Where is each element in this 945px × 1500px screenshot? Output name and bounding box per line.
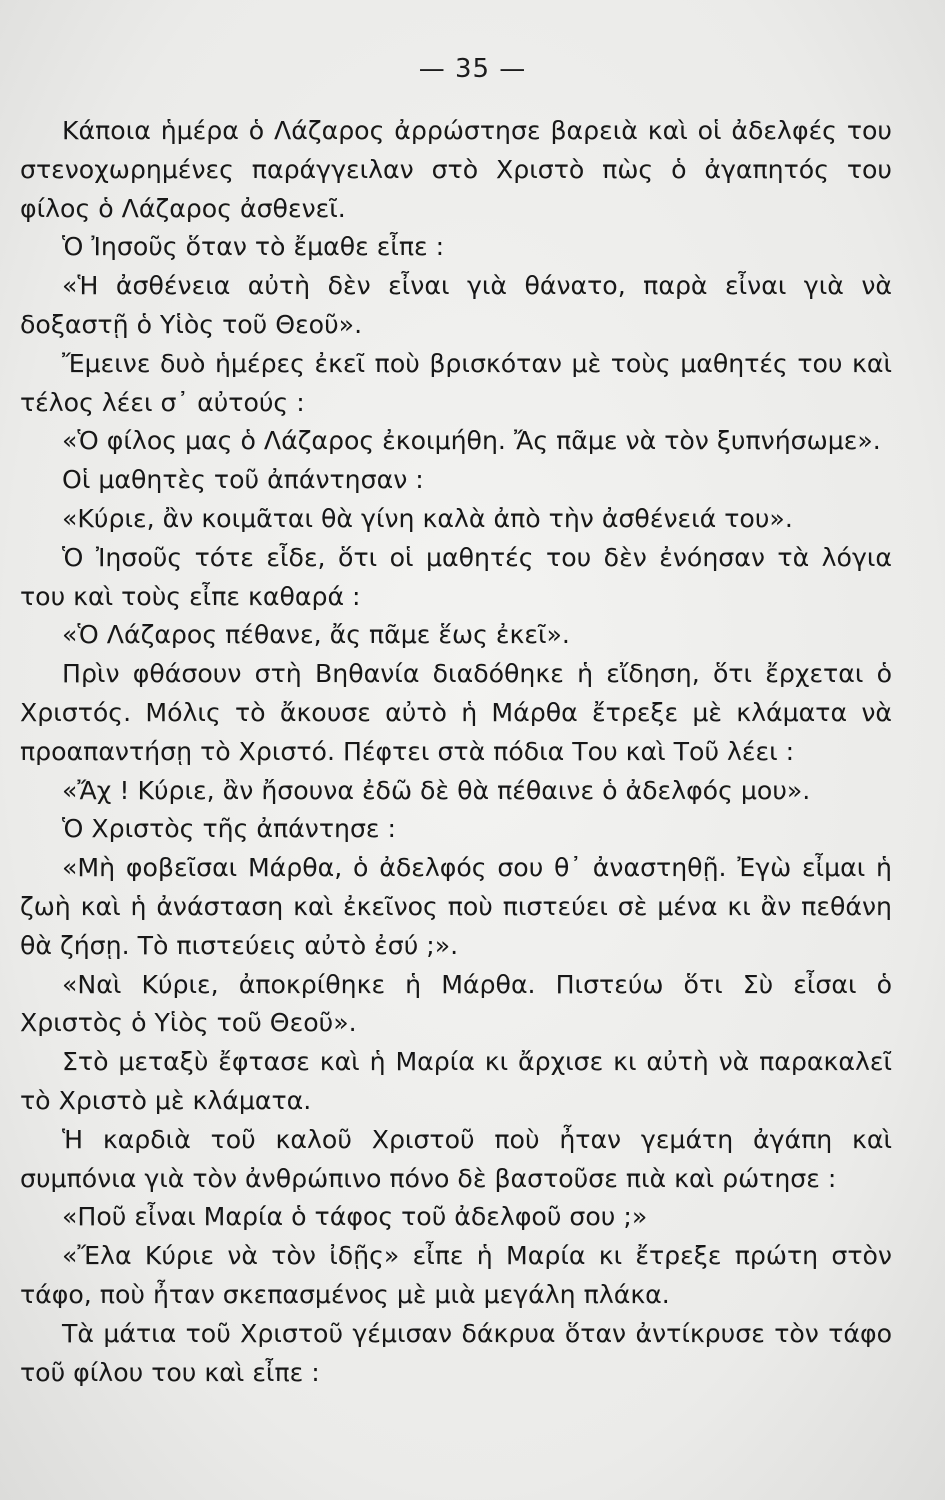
paragraph: «Ἡ ἀσθένεια αὐτὴ δὲν εἶναι γιὰ θάνατο, παρὰ εἶναι γιὰ νὰ δοξαστῇ ὁ Υἱὸς τοῦ Θεοῦ». bbox=[20, 271, 892, 339]
paragraph: Οἱ μαθητὲς τοῦ ἀπάντησαν : bbox=[62, 465, 424, 495]
paragraph: «Κύριε, ἂν κοιμᾶται θὰ γίνη καλὰ ἀπὸ τὴν ἀσθένειά του». bbox=[62, 503, 793, 533]
paragraph: Ἡ καρδιὰ τοῦ καλοῦ Χριστοῦ ποὺ ἦταν γεμάτη ἀγάπη καὶ συμπόνια γιὰ τὸν ἀνθρώπινο πόνο δὲ βαστοῦσε πιὰ καὶ ρώτησε : bbox=[20, 1124, 892, 1193]
paragraph: Ὁ Ἰησοῦς ὅταν τὸ ἔμαθε εἶπε : bbox=[62, 232, 445, 262]
paragraph: «Ἄχ ! Κύριε, ἂν ἤσουνα ἐδῶ δὲ θὰ πέθαινε ὁ ἀδελφός μου». bbox=[62, 775, 811, 805]
paragraph: Τὰ μάτια τοῦ Χριστοῦ γέμισαν δάκρυα ὅταν ἀντίκρυσε τὸν τάφο τοῦ φίλου του καὶ εἶπε : bbox=[20, 1318, 892, 1387]
paragraph: Πρὶν φθάσουν στὴ Βηθανία διαδόθηκε ἡ εἴδηση, ὅτι ἔρχεται ὁ Χριστός. Μόλις τὸ ἄκουσε αὐτὸ ἡ Μάρθα ἔτρεξε μὲ κλάματα νὰ προαπαντήσῃ τὸ Χριστό. Πέφτει στὰ πόδια Του καὶ Τοῦ λέει : bbox=[20, 659, 892, 766]
paragraph: Κάποια ἡμέρα ὁ Λάζαρος ἀρρώστησε βαρειὰ καὶ οἱ ἀδελφές του στενοχωρημένες παράγγειλαν στὸ Χριστὸ πὼς ὁ ἀγαπητός του φίλος ὁ Λάζαρος ἀσθενεῖ. bbox=[20, 116, 892, 223]
paragraph: Ὁ Χριστὸς τῆς ἀπάντησε : bbox=[62, 814, 397, 844]
paragraph: «Μὴ φοβεῖσαι Μάρθα, ὁ ἀδελφός σου θ᾽ ἀναστηθῇ. Ἐγὼ εἶμαι ἡ ζωὴ καὶ ἡ ἀνάσταση καὶ ἐκεῖνος ποὺ πιστεύει σὲ μένα κι ἂν πεθάνη θὰ ζήσῃ. Τὸ πιστεύεις αὐτὸ ἐσύ ;». bbox=[20, 853, 892, 960]
paragraph: Στὸ μεταξὺ ἔφτασε καὶ ἡ Μαρία κι ἄρχισε κι αὐτὴ νὰ παρακαλεῖ τὸ Χριστὸ μὲ κλάματα. bbox=[20, 1047, 892, 1115]
page-number: — 35 — bbox=[418, 54, 527, 84]
paragraph: «Ὁ φίλος μας ὁ Λάζαρος ἐκοιμήθη. Ἄς πᾶμε νὰ τὸν ξυπνήσωμε». bbox=[62, 426, 881, 456]
paragraph: «Ναὶ Κύριε, ἀποκρίθηκε ἡ Μάρθα. Πιστεύω ὅτι Σὺ εἶσαι ὁ Χριστὸς ὁ Υἱὸς τοῦ Θεοῦ». bbox=[20, 969, 892, 1038]
paragraph: Ἔμεινε δυὸ ἡμέρες ἐκεῖ ποὺ βρισκόταν μὲ τοὺς μαθητές του καὶ τέλος λέει σ᾽ αὐτούς : bbox=[20, 348, 892, 417]
paragraph: «Ὁ Λάζαρος πέθανε, ἄς πᾶμε ἕως ἐκεῖ». bbox=[62, 620, 570, 650]
paragraph: Ὁ Ἰησοῦς τότε εἶδε, ὅτι οἱ μαθητές του δὲν ἐνόησαν τὰ λόγια του καὶ τοὺς εἶπε καθαρά : bbox=[20, 542, 892, 611]
page-body-text bbox=[20, 112, 892, 1392]
paragraph: «Ποῦ εἶναι Μαρία ὁ τάφος τοῦ ἀδελφοῦ σου ;» bbox=[62, 1202, 648, 1232]
paragraph: «Ἔλα Κύριε νὰ τὸν ἰδῇς» εἶπε ἡ Μαρία κι ἔτρεξε πρώτη στὸν τάφο, ποὺ ἦταν σκεπασμένος μὲ μιὰ μεγάλη πλάκα. bbox=[20, 1241, 892, 1309]
